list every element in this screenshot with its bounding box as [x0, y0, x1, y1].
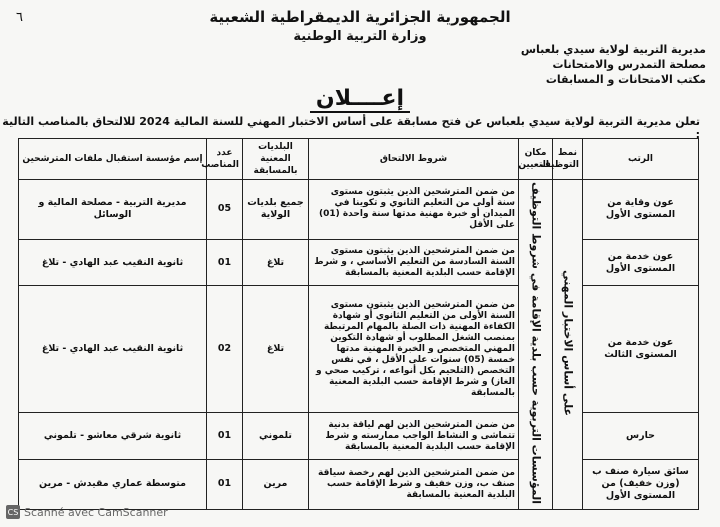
posts-cell: 01 [207, 413, 243, 459]
header-rank: الرتب [583, 139, 699, 180]
conditions-cell: من ضمن المترشحين الذين لهم رخصة سياقة صنف ب، وزن خفيف و شرط الإقامة حسب البلدية المعنية بالمسابقة [309, 459, 519, 509]
institution-cell: متوسطة عماري مقيدش - مرين [19, 459, 207, 509]
posts-cell: 01 [207, 459, 243, 509]
directorate-label: مديرية التربية لولاية سيدي بلعباس [520, 43, 706, 56]
republic-title: الجمهورية الجزائرية الديمقراطية الشعبية [209, 8, 511, 26]
header-posts: عدد المناصب [207, 139, 243, 180]
page-number: ٦ [16, 10, 23, 25]
recruitment-mode-text: على أساس الاختبار المهني [561, 270, 575, 417]
header-institution: إسم مؤسسة استقبال ملفات المترشحين [19, 139, 207, 180]
recruitment-mode-cell [553, 180, 583, 510]
posts-cell: 05 [207, 180, 243, 240]
table-header-row [19, 139, 699, 180]
conditions-cell: من ضمن المترشحين الذين يثبتون مستوى سنة أولى من التعليم الثانوي و تكوينا في الميدان أو خبرة مهنية مدتها سنة واحدة (01) على الأقل [309, 180, 519, 240]
office-label: مكتب الامتحانات و المسابقات [545, 73, 706, 86]
municipalities-cell: مرين [243, 459, 309, 509]
scanner-text: Scanné avec CamScanner [24, 505, 168, 519]
table-row [19, 286, 699, 413]
intro-text: تعلن مديرية التربية لولاية سيدي بلعباس عن فتح مسابقة على أساس الاختبار المهني للسنة المالية 2024 للالتحاق بالمناصب التالية : [2, 115, 700, 141]
scanner-watermark [6, 505, 168, 519]
rank-cell: عون خدمة من المستوى الأول [583, 239, 699, 285]
announcement-title-text: إعــــلان [310, 86, 410, 113]
table-row [19, 239, 699, 285]
conditions-cell: من ضمن المترشحين الذين لهم لياقة بدنية تتماشى و النشاط الواجب ممارسته و شرط الإقامة حسب البلدية المعنية بالمسابقة [309, 413, 519, 459]
table-row [19, 459, 699, 509]
posts-cell: 01 [207, 239, 243, 285]
conditions-cell: من ضمن المترشحين الذين يثبتون مستوى السنة الأولى من التعليم الثانوي أو شهادة الكفاءة المهنية ذات الصلة بالمهام المرتبطة بمنصب الشغل المطلوب أو شهادة التكوين المهني المتخصص و الخبرة المهنية مدتها خمسة (05) سنوات على الأقل ، في نفس التخصص (التلحيم بكل أنواعه ، تركيب صحي و الغاز) و شرط الإقامة حسب البلدية المعنية بالمسابقة [309, 286, 519, 413]
camscanner-icon: CS [6, 505, 20, 519]
table-row [19, 413, 699, 459]
institution-cell: ثانوية النقيب عبد الهادي - تلاغ [19, 239, 207, 285]
placement-text: المؤسسات التربوية حسب بلدية الإقامة في شروط التوظيف [529, 182, 543, 505]
placement-cell [519, 180, 553, 510]
ministry-title: وزارة التربية الوطنية [293, 29, 427, 44]
header-municipalities: البلديات المعنية بالمسابقة [243, 139, 309, 180]
posts-cell: 02 [207, 286, 243, 413]
rank-cell: حارس [583, 413, 699, 459]
service-label: مصلحة التمدرس والامتحانات [552, 58, 706, 71]
table-row [19, 180, 699, 240]
header-conditions: شروط الالتحاق [309, 139, 519, 180]
rank-cell: سائق سيارة صنف ب (وزن خفيف) من المستوى الأول [583, 459, 699, 509]
municipalities-cell: تلموني [243, 413, 309, 459]
header-recruitment-mode: نمط التوظيف [553, 139, 583, 180]
rank-cell: عون وقاية من المستوى الأول [583, 180, 699, 240]
announcement-title [0, 86, 720, 111]
positions-table [18, 138, 699, 510]
header-right [521, 42, 706, 87]
header-center [0, 8, 720, 44]
institution-cell: ثانوية شرقي معاشو - تلموني [19, 413, 207, 459]
institution-cell: مديرية التربية - مصلحة المالية و الوسائل [19, 180, 207, 240]
conditions-cell: من ضمن المترشحين الذين يثبتون مستوى السنة السادسة من التعليم الأساسي ، و شرط الإقامة حسب البلدية المعنية بالمسابقة [309, 239, 519, 285]
municipalities-cell: جميع بلديات الولاية [243, 180, 309, 240]
institution-cell: ثانوية النقيب عبد الهادي - تلاغ [19, 286, 207, 413]
rank-cell: عون خدمة من المستوى الثالث [583, 286, 699, 413]
municipalities-cell: تلاغ [243, 286, 309, 413]
municipalities-cell: تلاغ [243, 239, 309, 285]
header-placement: مكان التعيين [519, 139, 553, 180]
